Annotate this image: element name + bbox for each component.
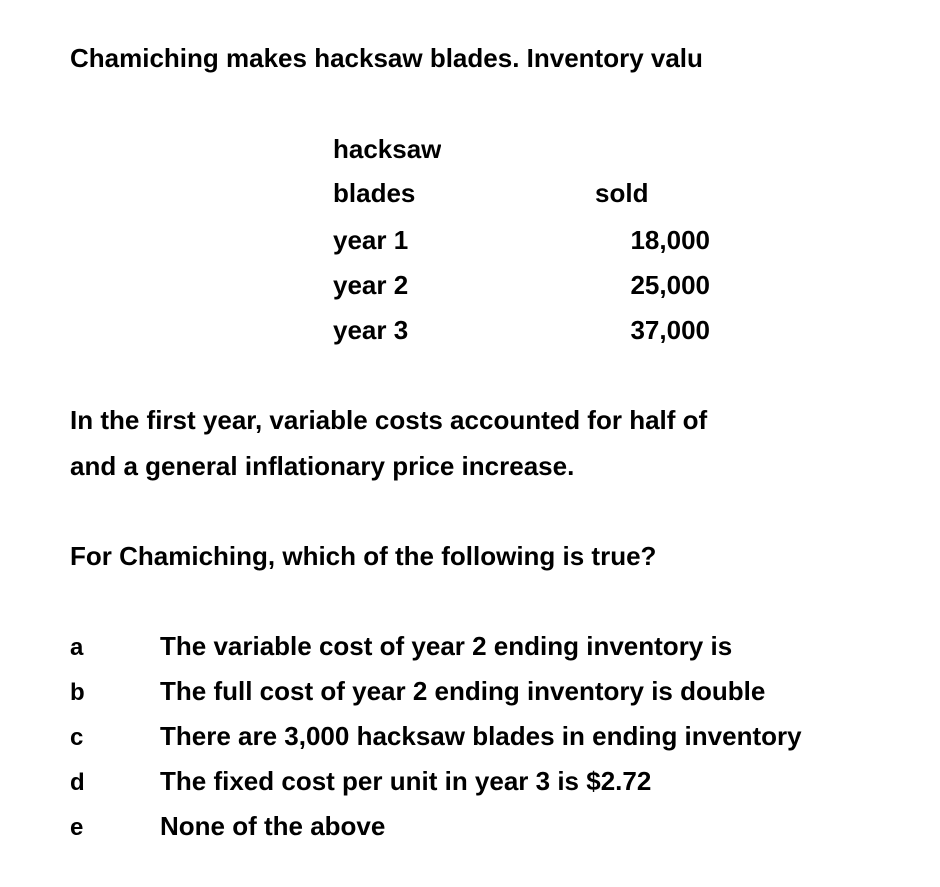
table-row-sold: 25,000: [630, 270, 710, 300]
intro-text: Chamiching makes hacksaw blades. Inventory valu: [70, 43, 703, 73]
table-header-sold: sold: [595, 178, 649, 208]
table-header-line1: hacksaw: [333, 134, 442, 164]
option-text: The variable cost of year 2 ending inventory is: [160, 631, 733, 661]
paragraph-line2: and a general inflationary price increase.: [70, 451, 575, 481]
table-row-label: year 3: [333, 315, 409, 345]
table-row-sold: 37,000: [630, 315, 710, 345]
option-letter: a: [70, 634, 84, 661]
option-text: There are 3,000 hacksaw blades in ending inventory: [160, 721, 802, 751]
table-row-sold: 18,000: [630, 225, 710, 255]
table-row-label: year 1: [333, 225, 409, 255]
option-text: The fixed cost per unit in year 3 is $2.72: [160, 766, 652, 796]
option-text: None of the above: [160, 811, 386, 841]
option-text: The full cost of year 2 ending inventory is double: [160, 676, 766, 706]
paragraph-line1: In the first year, variable costs accounted for half of: [70, 405, 708, 435]
option-letter: b: [70, 679, 85, 706]
table-row-label: year 2: [333, 270, 409, 300]
option-letter: d: [70, 769, 85, 796]
option-letter: e: [70, 814, 84, 841]
option-letter: c: [70, 724, 84, 751]
question-text: For Chamiching, which of the following is true?: [70, 541, 657, 571]
table-header-line2: blades: [333, 178, 416, 208]
